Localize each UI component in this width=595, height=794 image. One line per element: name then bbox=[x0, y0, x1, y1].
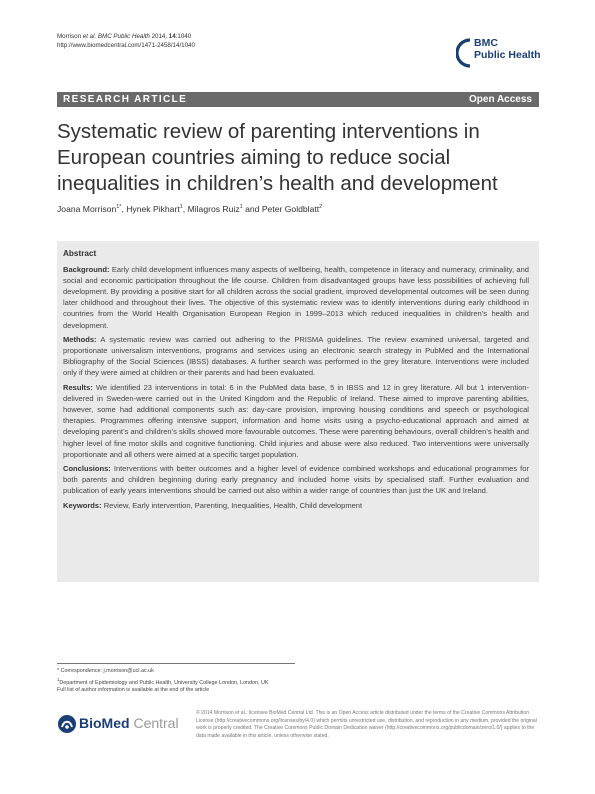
affiliation-note: $^1$Department of Epidemiology and Public Health, University College London, London, UK bbox=[57, 676, 269, 686]
author-affiliation-sup: 2 bbox=[319, 204, 323, 211]
article-type-banner bbox=[57, 92, 539, 107]
author-list: Joana Morrison$^{1*}$, Hynek Pikhart$^1$, Milagros Ruiz$^1$ and Peter Goldblatt$^2$ bbox=[57, 204, 323, 214]
abstract bbox=[63, 248, 529, 515]
journal-logo-line2: Public Health bbox=[474, 48, 541, 61]
citation-header bbox=[57, 32, 195, 50]
author-name[interactable]: Peter Goldblatt bbox=[261, 204, 320, 214]
author-affiliation-sup: 1* bbox=[116, 204, 122, 211]
abstract-heading: Abstract bbox=[63, 249, 97, 258]
journal-logo bbox=[456, 38, 546, 72]
author-affiliation-sup: 1 bbox=[239, 204, 243, 211]
abstract-keywords: Keywords: Review, Early intervention, Parenting, Inequalities, Health, Child development bbox=[63, 500, 363, 510]
publisher-logo: BioMed Central bbox=[57, 712, 177, 736]
abstract-results: Results: We identified 23 interventions in total: 6 in the PubMed data base, 5 in IBSS and 12 in grey literature. All but 1 intervention-delivered in Sweden-were carried out in the United Kingdom and the Republic of Ireland. These aimed to improve parenting abilities, however, some had additional components such as: day-care provision, improving housing conditions and speech or psychological therapies. Programmes offering intensive support, information and home visits using a psycho-educational approach and aimed at developing parent’s and children’s skills showed more favourable outcomes. These were parenting behaviours, overall children’s health and higher level of fine motor skills and cognitive functioning. Child injuries and abuse were also reduced. Two interventions were universally proportionate and all others were aimed at a specific target population. bbox=[63, 383, 529, 459]
author-name[interactable]: Milagros Ruiz bbox=[187, 204, 240, 214]
abstract-conclusions: Conclusions: Interventions with better outcomes and a higher level of evidence combined workshops and educational programmes for both parents and children beginning during early pregnancy and included home visits by specialised staff. Further evaluation and publication of early years interventions should be carried out also within a wider range of countries than just the UK and Ireland. bbox=[63, 464, 529, 496]
article-type-label: RESEARCH ARTICLE bbox=[63, 94, 188, 105]
license-text: © 2014 Morrison et al.; licensee BioMed Central Ltd. This is an Open Access article distributed under the terms of the Creative Commons Attribution License (http://creativecommons.org/licenses/by/4.0) which permits unrestricted use, distribution, and reproduction in any medium, provided the original work is properly credited. The Creative Commons Public Domain Dedication waiver (http://creativecommons.org/publicdomain/zero/1.0/) applies to the data made available in this article, unless otherwise stated. bbox=[196, 710, 537, 739]
open-access-label: Open Access bbox=[469, 94, 532, 105]
author-affiliation-sup: 1 bbox=[179, 204, 183, 211]
abstract-background: Background: Early child development influences many aspects of wellbeing, health, competence in literacy and numeracy, criminality, and social and economic participation throughout the life course. Children from disadvantaged groups have less possibilities of achieving full development. By providing a positive start for all children across the social gradient, improved developmental outcomes will be seen during later childhood and throughout their lives. The objective of this systematic review was to identify interventions during early childhood in countries from the World Health Organisation European Region in 1999–2013 which reduced inequalities in children’s health and development. bbox=[63, 265, 529, 330]
correspondence-note[interactable]: * Correspondence: j.morrison@ucl.ac.uk bbox=[57, 668, 154, 674]
author-info-note: Full list of author information is available at the end of the article bbox=[57, 687, 210, 694]
bmc-arc-icon bbox=[456, 38, 472, 68]
journal-logo-line1: BMC bbox=[474, 37, 498, 49]
author-name[interactable]: Hynek Pikhart bbox=[126, 204, 180, 214]
footnote-divider bbox=[57, 663, 295, 664]
biomed-central-icon bbox=[57, 714, 77, 734]
citation-url[interactable]: http://www.biomedcentral.com/1471-2458/14/1040 bbox=[57, 42, 195, 49]
author-name[interactable]: Joana Morrison bbox=[57, 204, 117, 214]
footnotes bbox=[57, 668, 317, 695]
citation-line-1: Morrison et al. BMC Public Health 2014, 14:1040 bbox=[57, 33, 192, 40]
abstract-methods: Methods: A systematic review was carried out adhering to the PRISMA guidelines. The review examined universal, targeted and proportionate universalism interventions, programs and services using an electronic search strategy in PubMed and the International Bibliography of the Social Sciences (IBSS) databases. A further search was performed in the grey literature. Interventions were included only if they were aimed at children or their parents and had been evaluated. bbox=[63, 335, 529, 378]
article-title: Systematic review of parenting interventions in European countries aiming to reduce social inequalities in children’s health and development bbox=[57, 120, 498, 195]
